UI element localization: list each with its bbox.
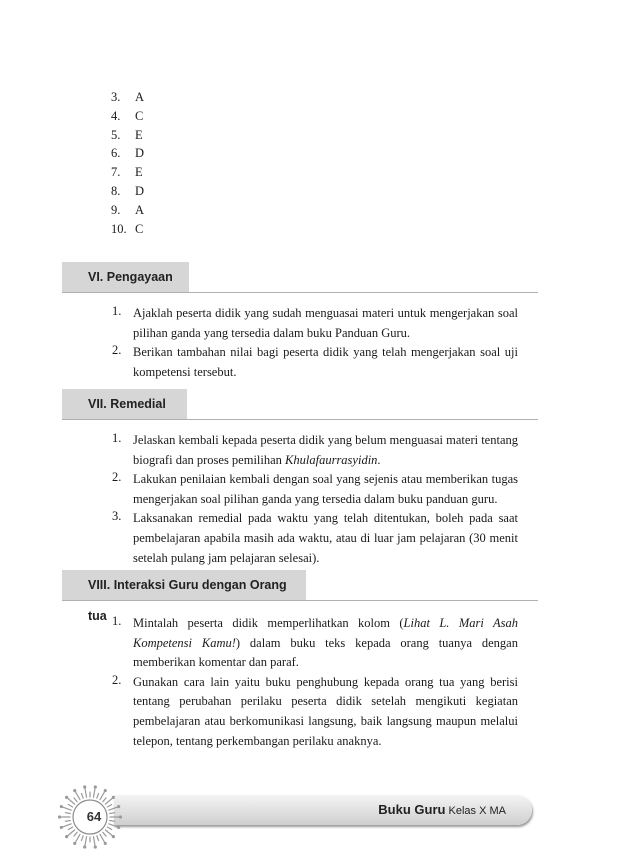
list-item (112, 304, 518, 343)
list-item (112, 431, 518, 470)
item-number: 2. (112, 672, 122, 687)
item-text: Gunakan cara lain yaitu buku penghubung kepada orang tua yang berisi tentang perubahan perilaku peserta didik setelah mengikuti kegiatan pembelajaran atau berkomunikasi langsung, baik langsung maupun melalui telepon, tentang perkembangan perilaku anaknya. (133, 674, 518, 748)
section-heading-pengayaan: VI. Pengayaan (62, 262, 189, 293)
answer-number: 10. (111, 221, 127, 236)
item-text: Lakukan penilaian kembali dengan soal yang sejenis atau memberikan tugas mengerjakan soal pilihan ganda yang tersedia dalam buku panduan guru. (133, 472, 518, 506)
answer-letter: A (135, 202, 145, 217)
item-number: 1. (112, 304, 122, 318)
item-number: 2. (112, 343, 122, 358)
section-heading-interaksi: VIII. Interaksi Guru dengan Orang tua (62, 570, 306, 601)
answer-number: 6. (111, 146, 121, 161)
italic-term: Khulafaurrasyidin (285, 452, 378, 467)
list-item (112, 343, 518, 382)
answer-letter: C (135, 221, 144, 236)
item-number: 3. (112, 509, 122, 524)
list-item (112, 673, 518, 751)
answer-item (111, 126, 144, 145)
answer-letter: D (135, 183, 145, 198)
item-text: Jelaskan kembali kepada peserta didik yang belum menguasai materi tentang biografi dan proses pemilihan Khulafaurrasyidin. (133, 433, 518, 467)
list-item (112, 614, 518, 673)
answer-number: 4. (111, 108, 121, 123)
book-title: Buku Guru Kelas X MA (378, 802, 506, 817)
answer-letter: C (135, 108, 144, 123)
answer-number: 7. (111, 165, 121, 180)
answer-letter: E (135, 127, 143, 142)
answer-item (111, 201, 144, 220)
remedial-list (112, 431, 518, 568)
item-number: 1. (112, 431, 122, 445)
answer-item (111, 107, 144, 126)
interaksi-list (112, 614, 518, 751)
answer-item (111, 88, 144, 107)
answer-letter: D (135, 146, 145, 161)
answer-item (111, 220, 144, 239)
pengayaan-list (112, 304, 518, 382)
section-heading-remedial: VII. Remedial (62, 389, 187, 420)
answer-item (111, 163, 144, 182)
answer-letter: A (135, 90, 145, 104)
answer-list (111, 88, 144, 238)
answer-number: 3. (111, 90, 121, 104)
page-number: 64 (86, 809, 102, 824)
section-divider (62, 292, 538, 293)
item-number: 1. (112, 614, 122, 628)
answer-number: 8. (111, 183, 121, 198)
italic-term: Lihat L. Mari Asah Kompetensi Kamu! (133, 616, 518, 650)
item-text: Mintalah peserta didik memperlihatkan kolom (Lihat L. Mari Asah Kompetensi Kamu!) dalam buku teks kepada orang tuanya dengan memberikan komentar dan paraf. (133, 616, 518, 670)
section-divider (62, 600, 538, 601)
answer-letter: E (135, 165, 143, 180)
answer-number: 9. (111, 202, 121, 217)
list-item (112, 509, 518, 568)
answer-item (111, 182, 144, 201)
section-divider (62, 419, 538, 420)
item-text: Laksanakan remedial pada waktu yang telah ditentukan, boleh pada saat pembelajaran apabila masih ada waktu, atau di luar jam pelajaran (30 menit setelah pulang jam pelajaran selesai). (133, 511, 518, 565)
footer-bar (114, 795, 532, 825)
item-number: 2. (112, 470, 122, 485)
item-text: Ajaklah peserta didik yang sudah menguasai materi untuk mengerjakan soal pilihan ganda yang tersedia dalam buku Panduan Guru. (133, 306, 518, 340)
answer-number: 5. (111, 127, 121, 142)
item-text: Berikan tambahan nilai bagi peserta didik yang telah mengerjakan soal uji kompetensi tersebut. (133, 345, 518, 379)
list-item (112, 470, 518, 509)
answer-item (111, 144, 144, 163)
